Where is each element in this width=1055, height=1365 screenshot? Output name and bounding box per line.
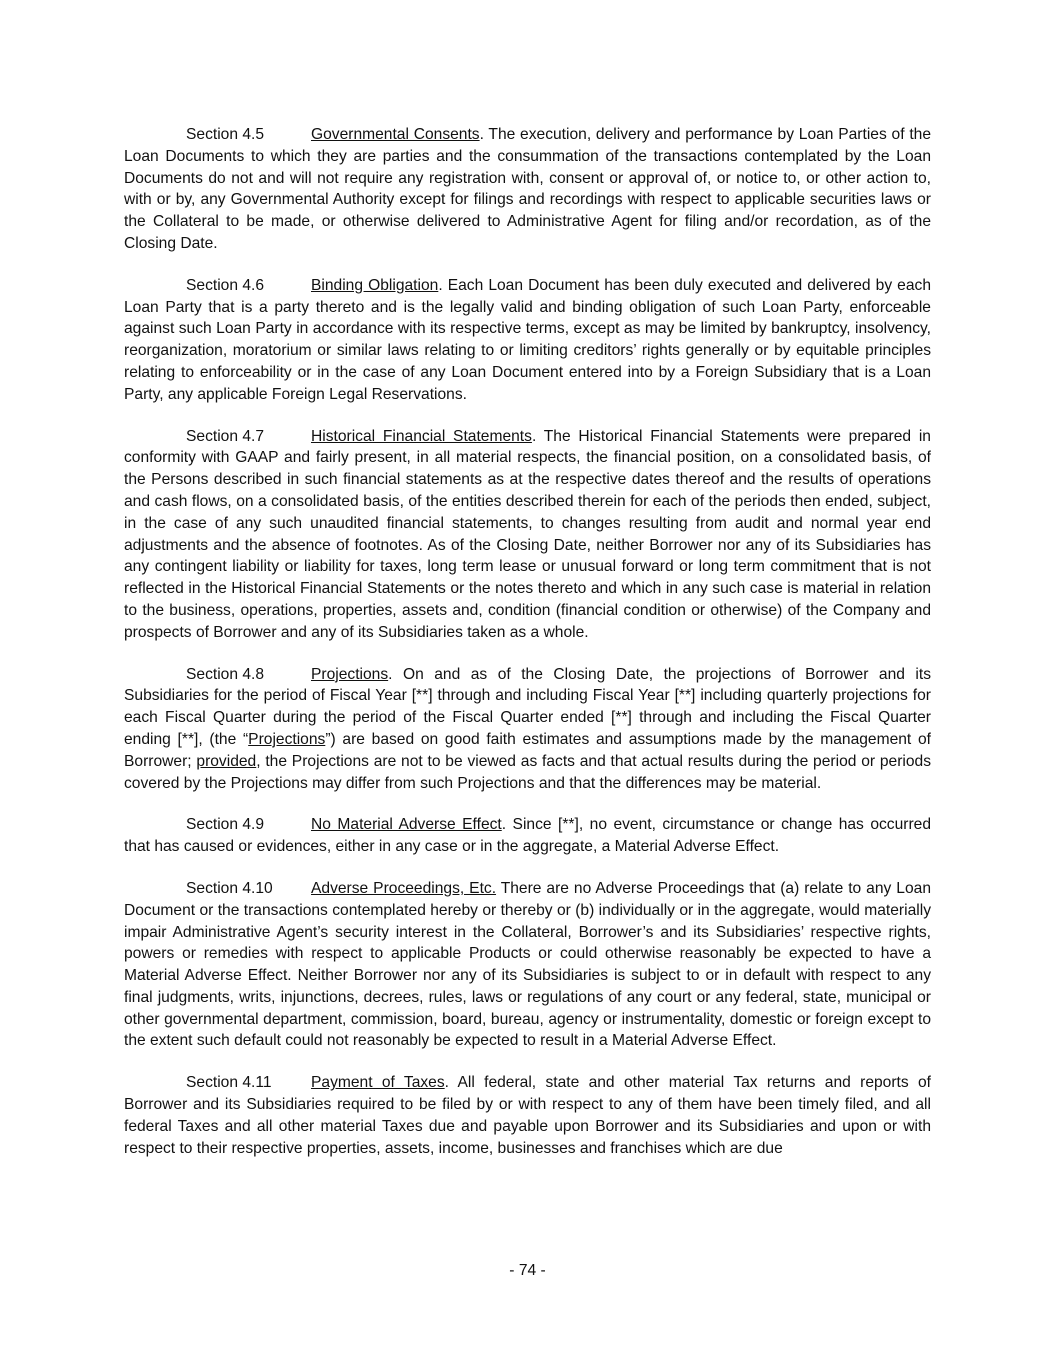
section-label: Section 4.11 <box>186 1074 272 1092</box>
section-body: . On and as of the Closing Date, the projections of Borrower and its Subsidiaries for the period of Fiscal Year [**] through and including Fiscal Year [**] including quarterly projections for each Fiscal Quarter during the period of the Fiscal Quarter ended [**] through and including the Fiscal Quarter ending [**], (the “ <box>124 665 931 748</box>
defined-term: Projections <box>248 730 326 748</box>
section-body: . Since [**], no event, circumstance or change has occurred that has caused or evidences, either in any case or in the aggregate, a Material Adverse Effect. <box>124 816 931 856</box>
section-body-cont: ”) are based on good faith estimates and assumptions made by the management of Borrower; <box>124 730 931 770</box>
section-4-7 <box>124 426 931 644</box>
section-4-11 <box>124 1072 931 1159</box>
page-number: - 74 - <box>509 1262 546 1279</box>
section-label: Section 4.5 <box>186 126 265 143</box>
section-heading: Historical Financial Statements <box>311 427 532 445</box>
section-heading: Projections <box>311 665 389 683</box>
section-heading: Binding Obligation <box>311 276 439 294</box>
section-heading: Payment of Taxes <box>311 1074 445 1092</box>
section-body: . The Historical Financial Statements were prepared in conformity with GAAP and fairly present, in all material respects, the financial position, on a consolidated basis, of the Persons described in such financial statements as at the respective dates thereof and the results of operations and cash flows, on a consolidated basis, of the entities described therein for each of the periods then ended, subject, in the case of any such unaudited financial statements, to changes resulting from audit and normal year end adjustments and the absence of footnotes. As of the Closing Date, neither Borrower nor any of its Subsidiaries has any contingent liability or liability for taxes, long term lease or unusual forward or long term commitment that is not reflected in the Historical Financial Statements or the notes thereto and which in any such case is material in relation to the business, operations, properties, assets and, condition (financial condition or otherwise) of the Company and prospects of Borrower and any of its Subsidiaries taken as a whole. <box>124 427 931 641</box>
section-body: . All federal, state and other material Tax returns and reports of Borrower and its Subsidiaries required to be filed by or with respect to any of them have been timely filed, and all federal Taxes and all other material Taxes due and payable upon Borrower and its Subsidiaries and upon or with respect to their respective properties, assets, income, businesses and franchises which are due <box>124 1074 931 1157</box>
section-body: There are no Adverse Proceedings that (a) relate to any Loan Document or the transactions contemplated hereby or thereby or (b) individually or in the aggregate, would materially impair Administrative Agent’s security interest in the Collateral, Borrower’s and its Subsidiaries’ respective rights, powers or remedies with respect to applicable Products or could otherwise reasonably be expected to have a Material Adverse Effect. Neither Borrower nor any of its Subsidiaries is subject to or in default with respect to any final judgments, writs, injunctions, decrees, rules, laws or regulations of any court or any federal, state, municipal or other governmental department, commission, board, bureau, agency or instrumentality, domestic or foreign except to the extent such default could not reasonably be expected to result in a Material Adverse Effect. <box>124 879 931 1050</box>
section-heading: No Material Adverse Effect <box>311 816 502 834</box>
section-body-cont: , the Projections are not to be viewed as facts and that actual results during the period or periods covered by the Projections may differ from such Projections and that the differences may be material. <box>124 752 931 792</box>
section-heading: Adverse Proceedings, Etc. <box>311 879 497 897</box>
section-body: . The execution, delivery and performance by Loan Parties of the Loan Documents to which they are parties and the consummation of the transactions contemplated by the Loan Documents do not and will not require any registration with, consent or approval of, or notice to, or other action to, with or by, any Governmental Authority except for filings and recordings with respect to applicable securities laws or the Collateral to be made, or otherwise delivered to Administrative Agent for filing and/or recordation, as of the Closing Date. <box>124 126 931 252</box>
section-4-6 <box>124 275 931 406</box>
section-label: Section 4.10 <box>186 879 273 897</box>
section-label: Section 4.9 <box>186 816 265 834</box>
section-label: Section 4.8 <box>186 665 265 683</box>
section-label: Section 4.6 <box>186 276 265 294</box>
section-4-8 <box>124 664 931 795</box>
section-body: . Each Loan Document has been duly executed and delivered by each Loan Party that is a party thereto and is the legally valid and binding obligation of such Loan Party, enforceable against such Loan Party in accordance with its respective terms, except as may be limited by bankruptcy, insolvency, reorganization, moratorium or similar laws relating to or limiting creditors’ rights generally or by equitable principles relating to enforceability or in the case of any Loan Document entered into by a Foreign Subsidiary that is a Loan Party, any applicable Foreign Legal Reservations. <box>124 276 931 403</box>
section-4-5 <box>124 124 931 255</box>
section-4-9 <box>124 814 931 858</box>
section-heading: Governmental Consents <box>311 126 480 143</box>
proviso: provided <box>196 752 257 770</box>
section-label: Section 4.7 <box>186 427 265 445</box>
document-page <box>124 124 931 1179</box>
section-4-10 <box>124 878 931 1052</box>
